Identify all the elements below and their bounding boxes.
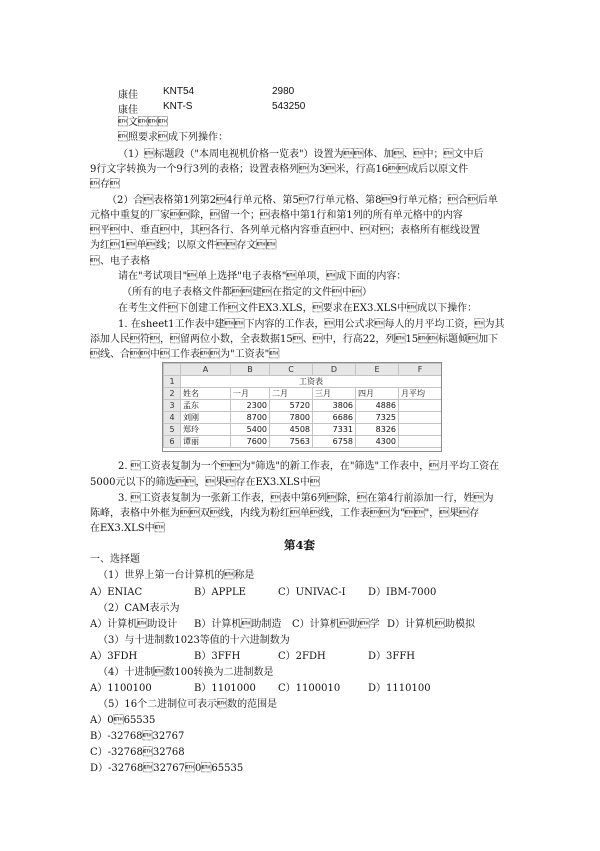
row-number: 4 bbox=[164, 412, 181, 424]
cell: 四月 bbox=[356, 388, 399, 400]
text-line: 请在"考试项目"单上选择"电子表格"单项，成下面的内容： bbox=[118, 271, 407, 282]
cell: 刘刚 bbox=[181, 412, 231, 424]
text-line: 线、合中工作表为"工资表" bbox=[90, 349, 280, 360]
option: D）计算机助模拟 bbox=[387, 619, 476, 630]
cell: 8326 bbox=[356, 424, 399, 436]
option: A）ENIAC bbox=[90, 587, 143, 598]
section-heading: 、电子表格 bbox=[90, 256, 150, 267]
cell: 6686 bbox=[313, 412, 356, 424]
product-price: 543250 bbox=[272, 101, 306, 112]
cell: 7563 bbox=[270, 436, 313, 448]
option: A）1100100 bbox=[90, 683, 152, 694]
text-line: 在EX3.XLS中 bbox=[90, 523, 165, 534]
text-line: 1. 在sheet1工作表中建下内容的工作表，用公式求每人的月平均工资，为其 bbox=[118, 319, 505, 330]
question: （2）CAM表示为 bbox=[98, 603, 180, 614]
sheet-title: 工资表 bbox=[181, 376, 442, 388]
question: （5）16个二进制位可表示数的范围是 bbox=[98, 699, 278, 710]
row-number: 5 bbox=[164, 424, 181, 436]
option: D）-3276832767065535 bbox=[90, 763, 244, 774]
product-model: KNT54 bbox=[163, 86, 195, 97]
text-line: 3. 工资表复制为一张新工作表，表中第6列除，在第4行前添加一行，姓为 bbox=[118, 493, 494, 504]
text-line: 存 bbox=[90, 179, 120, 190]
option: B）APPLE bbox=[194, 587, 246, 598]
option: A）065535 bbox=[90, 715, 156, 726]
column-header: E bbox=[356, 364, 399, 376]
column-header: D bbox=[313, 364, 356, 376]
column-header: A bbox=[181, 364, 231, 376]
option: B）计算机助制造 bbox=[194, 619, 282, 630]
text-line: （2）合表格第1列第24行单元格、第57行单元格、第89行单元格；合后单 bbox=[107, 195, 498, 206]
cell: 2300 bbox=[231, 400, 270, 412]
product-price: 2980 bbox=[272, 86, 295, 97]
cell bbox=[399, 424, 442, 436]
cell: 7800 bbox=[270, 412, 313, 424]
cell: 7600 bbox=[231, 436, 270, 448]
option: C）-3276832768 bbox=[90, 747, 185, 758]
cell bbox=[399, 436, 442, 448]
text-line: 陈峰，表格中外框为双线，内线为粉红单线，工作表为""，果存 bbox=[90, 508, 480, 519]
sheet-row bbox=[164, 436, 442, 448]
option: D）1110100 bbox=[368, 683, 431, 694]
option: A）计算机助设计 bbox=[90, 619, 178, 630]
cell: 三月 bbox=[313, 388, 356, 400]
option: D）IBM-7000 bbox=[368, 587, 437, 598]
option: B）3FFH bbox=[194, 651, 241, 662]
cell: 4300 bbox=[356, 436, 399, 448]
column-header: C bbox=[270, 364, 313, 376]
option: B）-3276832767 bbox=[90, 731, 185, 742]
text-line: 为红1单线；以原文件存文 bbox=[90, 240, 277, 251]
question: （1）世界上第一台计算机的称是 bbox=[98, 570, 255, 581]
cell: 7331 bbox=[313, 424, 356, 436]
cell bbox=[399, 412, 442, 424]
product-brand: 康佳 bbox=[118, 105, 138, 116]
text-line: 元格中重复的厂家除，留一个；表格中第1行和第1列的所有单元格中的内容 bbox=[90, 210, 463, 221]
cell: 孟东 bbox=[181, 400, 231, 412]
row-number: 6 bbox=[164, 436, 181, 448]
option: C）1100010 bbox=[278, 683, 341, 694]
text-line: 9行文字转换为一个9行3列的表格；设置表格列为3米，行高16成后以原文件 bbox=[90, 164, 469, 175]
cell: 8700 bbox=[231, 412, 270, 424]
cell: 4886 bbox=[356, 400, 399, 412]
set-title: 第4套 bbox=[284, 538, 316, 552]
option: D）3FFH bbox=[368, 651, 415, 662]
cell: 5720 bbox=[270, 400, 313, 412]
cell: 3806 bbox=[313, 400, 356, 412]
option: B）1101000 bbox=[194, 683, 256, 694]
row-number: 1 bbox=[164, 376, 181, 388]
option: C）计算机助学 bbox=[292, 619, 380, 630]
text-line: 5000元以下的筛选，果存在EX3.XLS中 bbox=[90, 477, 321, 488]
text-line: 文 bbox=[118, 117, 168, 128]
option: C）2FDH bbox=[278, 651, 326, 662]
quiz-heading: 一、选择题 bbox=[90, 554, 140, 565]
text-line: （所有的电子表格文件都建在指定的文件中） bbox=[122, 287, 372, 298]
option: A）3FDH bbox=[90, 651, 138, 662]
row-number: 2 bbox=[164, 388, 181, 400]
text-line: 平中、垂直中，其各行、各列单元格内容垂直中、对；表格所有框线设置 bbox=[90, 225, 480, 236]
cell: 一月 bbox=[231, 388, 270, 400]
cell: 月平均 bbox=[399, 388, 442, 400]
sheet-row bbox=[164, 424, 442, 436]
corner-cell bbox=[164, 364, 181, 376]
salary-spreadsheet bbox=[162, 362, 442, 452]
row-number: 3 bbox=[164, 400, 181, 412]
cell: 4508 bbox=[270, 424, 313, 436]
sheet-row bbox=[164, 412, 442, 424]
text-line: （1）标题段（"本周电视机价格一览表"）设置为体、加、中；文中后 bbox=[118, 149, 484, 160]
cell: 7325 bbox=[356, 412, 399, 424]
sheet-row bbox=[164, 400, 442, 412]
sheet-row bbox=[164, 388, 442, 400]
sheet-row bbox=[164, 376, 442, 388]
cell: 6758 bbox=[313, 436, 356, 448]
option: C）UNIVAC-I bbox=[278, 587, 346, 598]
text-line: 添加人民符，留两位小数，全表数据15、中，行高22，列15标题倾加下 bbox=[90, 334, 499, 345]
cell: 郑玲 bbox=[181, 424, 231, 436]
question: （4）十进制数100转换为二进制数是 bbox=[98, 667, 274, 678]
column-header-row bbox=[164, 364, 442, 376]
product-brand: 康佳 bbox=[118, 90, 138, 101]
column-header: B bbox=[231, 364, 270, 376]
cell: 谭丽 bbox=[181, 436, 231, 448]
text-line: 照要求成下列操作： bbox=[118, 132, 228, 143]
product-model: KNT-S bbox=[163, 101, 193, 112]
question: （3）与十进制数1023等值的十六进制数为 bbox=[98, 635, 290, 646]
cell: 二月 bbox=[270, 388, 313, 400]
text-line: 2. 工资表复制为一个为"筛选"的新工作表，在"筛选"工作表中，月平均工资在 bbox=[118, 461, 500, 472]
cell bbox=[399, 400, 442, 412]
cell: 姓名 bbox=[181, 388, 231, 400]
cell: 5400 bbox=[231, 424, 270, 436]
column-header: F bbox=[399, 364, 442, 376]
text-line: 在考生文件下创建工作文件EX3.XLS，要求在EX3.XLS中成以下操作： bbox=[118, 303, 478, 314]
